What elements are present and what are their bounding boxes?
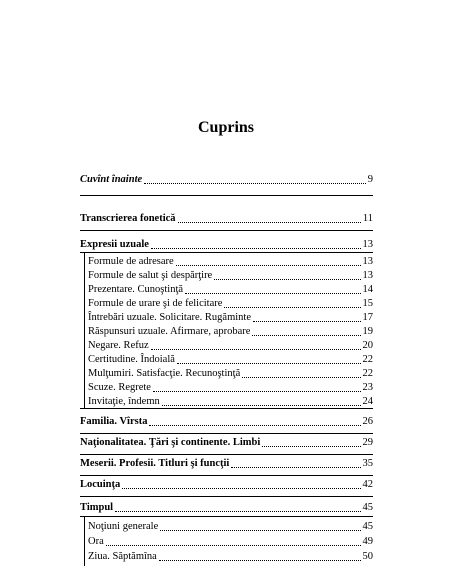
- toc-subentry: [88, 396, 373, 408]
- toc-entry-page: 19: [362, 326, 373, 337]
- toc-entry-page: 50: [362, 551, 373, 562]
- dot-leader: [262, 445, 360, 447]
- toc-entry-locuinta: [80, 479, 373, 491]
- toc-subentry: [88, 368, 373, 380]
- dot-leader: [159, 559, 361, 561]
- toc-entry-page: 22: [362, 368, 373, 379]
- toc-entry-transcrierea-fonetica: [80, 213, 373, 225]
- dot-leader: [162, 404, 361, 406]
- toc-entry-label: Mulţumiri. Satisfacţie. Recunoştinţă: [88, 368, 241, 379]
- toc-entry-label: Prezentare. Cunoştinţă: [88, 284, 184, 295]
- toc-entry-label: Formule de urare şi de felicitare: [88, 298, 223, 309]
- dot-leader: [153, 390, 361, 392]
- toc-entry-label: Timpul: [80, 502, 114, 513]
- toc-subentry: [88, 536, 373, 548]
- toc-entry-page: 13: [362, 239, 373, 250]
- divider: [80, 516, 373, 517]
- toc-entry-label: Certitudine. Îndoială: [88, 354, 175, 365]
- toc-entry-label: Cuvînt înainte: [80, 174, 143, 185]
- toc-entry-familia: [80, 416, 373, 428]
- toc-entry-cuvint-inainte: [80, 174, 373, 186]
- divider: [80, 252, 373, 253]
- toc-entry-page: 13: [362, 270, 373, 281]
- toc-subentry: [88, 270, 373, 282]
- toc-subentry: [88, 382, 373, 394]
- toc-entry-label: Răspunsuri uzuale. Afirmare, aprobare: [88, 326, 251, 337]
- toc-entry-timpul: [80, 502, 373, 514]
- dot-leader: [122, 487, 360, 489]
- toc-entry-page: 29: [362, 437, 373, 448]
- toc-entry-label: Formule de adresare: [88, 256, 174, 267]
- dot-leader: [253, 320, 361, 322]
- divider: [80, 496, 373, 497]
- toc-entry-label: Expresii uzuale: [80, 239, 149, 250]
- dot-leader: [242, 376, 360, 378]
- page-title: Cuprins: [197, 119, 255, 136]
- dot-leader: [176, 264, 361, 266]
- toc-entry-label: Ora: [88, 536, 104, 547]
- toc-subentry: [88, 256, 373, 268]
- toc-entry-label: Ziua. Săptămîna: [88, 551, 157, 562]
- toc-subentry: [88, 298, 373, 310]
- toc-entry-page: 49: [362, 536, 373, 547]
- divider: [84, 252, 85, 408]
- dot-leader: [224, 306, 360, 308]
- dot-leader: [231, 466, 360, 468]
- toc-entry-page: 9: [367, 174, 373, 185]
- dot-leader: [149, 424, 360, 426]
- dot-leader: [151, 247, 361, 249]
- dot-leader: [106, 544, 361, 546]
- toc-entry-page: 17: [362, 312, 373, 323]
- dot-leader: [177, 362, 361, 364]
- dot-leader: [185, 292, 360, 294]
- toc-subentry: [88, 551, 373, 563]
- dot-leader: [160, 529, 360, 531]
- toc-entry-label: Formule de salut şi despărţire: [88, 270, 213, 281]
- toc-entry-page: 15: [362, 298, 373, 309]
- dot-leader: [144, 182, 366, 184]
- dot-leader: [178, 221, 361, 223]
- dot-leader: [252, 334, 360, 336]
- toc-entry-label: Familia. Vîrsta: [80, 416, 148, 427]
- toc-subentry: [88, 326, 373, 338]
- divider: [80, 195, 373, 196]
- toc-entry-meserii: [80, 458, 373, 470]
- toc-subentry: [88, 312, 373, 324]
- toc-entry-page: 45: [362, 521, 373, 532]
- dot-leader: [214, 278, 360, 280]
- toc-entry-page: 11: [362, 213, 373, 224]
- toc-entry-label: Întrebări uzuale. Solicitare. Rugăminte: [88, 312, 251, 323]
- divider: [80, 433, 373, 434]
- toc-entry-label: Locuinţa: [80, 479, 121, 490]
- toc-entry-page: 14: [362, 284, 373, 295]
- toc-entry-label: Invitaţie, îndemn: [88, 396, 160, 407]
- toc-entry-page: 24: [362, 396, 373, 407]
- dot-leader: [115, 510, 360, 512]
- toc-entry-page: 26: [362, 416, 373, 427]
- toc-entry-label: Noţiuni generale: [88, 521, 159, 532]
- divider: [80, 230, 373, 231]
- toc-entry-page: 13: [362, 256, 373, 267]
- divider: [80, 454, 373, 455]
- toc-entry-page: 45: [362, 502, 373, 513]
- dot-leader: [151, 348, 361, 350]
- toc-subentry: [88, 521, 373, 533]
- toc-subentry: [88, 340, 373, 352]
- divider: [84, 516, 85, 566]
- toc-entry-label: Scuze. Regrete: [88, 382, 151, 393]
- toc-entry-page: 35: [362, 458, 373, 469]
- toc-entry-nationalitatea: [80, 437, 373, 449]
- toc-entry-label: Negare. Refuz: [88, 340, 149, 351]
- toc-entry-page: 22: [362, 354, 373, 365]
- toc-subentry: [88, 354, 373, 366]
- toc-subentry: [88, 284, 373, 296]
- toc-entry-page: 23: [362, 382, 373, 393]
- toc-entry-label: Meserii. Profesii. Titluri şi funcţii: [80, 458, 230, 469]
- divider: [80, 408, 373, 409]
- toc-entry-page: 42: [362, 479, 373, 490]
- divider: [80, 475, 373, 476]
- toc-entry-expresii-uzuale: [80, 239, 373, 251]
- toc-entry-label: Naţionalitatea. Ţări şi continente. Limbi: [80, 437, 261, 448]
- toc-entry-page: 20: [362, 340, 373, 351]
- toc-entry-label: Transcrierea fonetică: [80, 213, 176, 224]
